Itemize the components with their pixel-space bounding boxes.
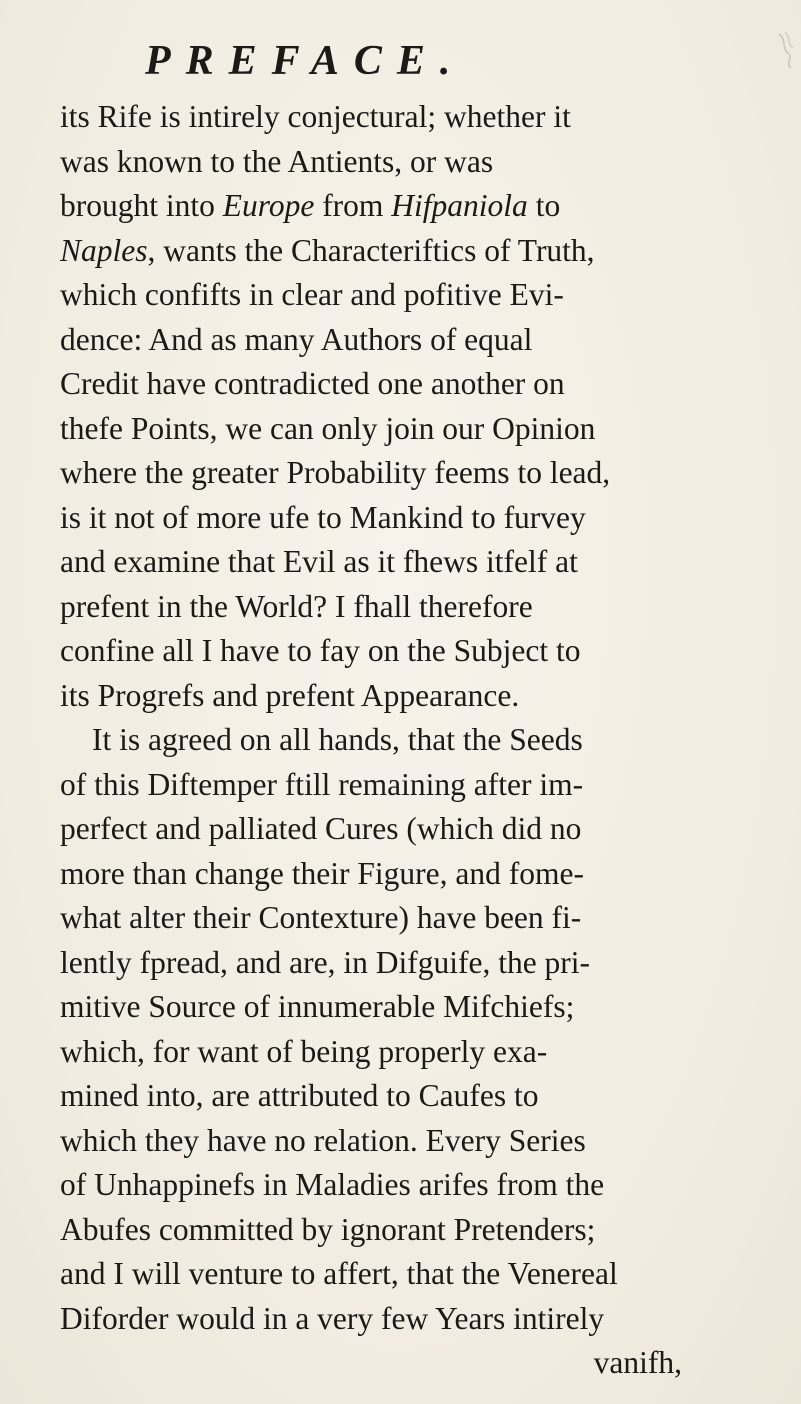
italic-word: Hifpaniola [391, 188, 528, 223]
text-segment: from [314, 188, 392, 223]
text-line [60, 896, 760, 941]
text-line [60, 1030, 760, 1075]
text-line [60, 852, 760, 897]
text-segment: Abufes committed by ignorant Pretenders; [60, 1211, 596, 1247]
italic-word: Naples [60, 232, 148, 268]
text-segment: , wants the Characteriftics of Truth, [147, 232, 595, 268]
text-line [60, 718, 760, 763]
italic-word: Europe [222, 188, 315, 223]
text-line [60, 318, 760, 363]
text-segment: perfect and palliated Cures (which did no [60, 811, 582, 846]
text-segment: lently fpread, and are, in Difguife, the pri- [60, 944, 591, 980]
text-line [60, 540, 760, 585]
text-line [60, 629, 760, 674]
text-line [60, 985, 760, 1030]
text-line [60, 273, 760, 318]
text-line [60, 1297, 760, 1342]
text-segment: which, for want of being properly exa- [60, 1033, 548, 1069]
text-segment: which they have no relation. Every Series [60, 1122, 586, 1158]
text-segment: to [527, 188, 561, 223]
page-edge-mark-icon [775, 30, 797, 70]
text-line [60, 496, 760, 541]
text-line [60, 407, 760, 452]
running-head: PREFACE. [145, 38, 466, 84]
text-segment: of Unhappinefs in Maladies arifes from the [60, 1167, 605, 1202]
text-line [60, 362, 760, 407]
text-segment: It is agreed on all hands, that the Seeds [92, 722, 583, 757]
text-line [60, 1163, 760, 1208]
text-segment: Diforder would in a very few Years intirely [60, 1300, 605, 1336]
text-line [60, 229, 760, 274]
text-line [60, 763, 760, 808]
text-line [60, 451, 760, 496]
text-line [60, 674, 760, 719]
text-line [60, 1074, 760, 1119]
text-segment: what alter their Contexture) have been fi- [60, 900, 582, 935]
text-segment: thefe Points, we can only join our Opinion [60, 410, 596, 446]
text-line [60, 184, 760, 229]
text-line [60, 1119, 760, 1164]
text-segment: more than change their Figure, and fome- [60, 855, 584, 891]
text-segment: confine all I have to fay on the Subject to [60, 633, 581, 668]
text-segment: where the greater Probability feems to lead, [60, 455, 611, 490]
body-text [60, 95, 760, 1386]
text-segment: mined into, are attributed to Caufes to [60, 1078, 539, 1113]
text-line [60, 1341, 760, 1386]
text-segment: and examine that Evil as it fhews itfelf at [60, 544, 578, 579]
text-line [60, 941, 760, 986]
text-segment: of this Diftemper ftill remaining after im- [60, 766, 584, 802]
text-segment: vanifh, [593, 1345, 682, 1380]
text-segment: is it not of more ufe to Mankind to furvey [60, 499, 586, 535]
text-segment: brought into [60, 188, 223, 223]
text-line [60, 585, 760, 630]
text-segment: mitive Source of innumerable Mifchiefs; [60, 989, 575, 1024]
text-line [60, 1252, 760, 1297]
text-segment: Credit have contradicted one another on [60, 366, 565, 401]
text-segment: which confifts in clear and pofitive Evi- [60, 277, 564, 312]
text-segment: its Rife is intirely conjectural; whether it [60, 99, 571, 134]
text-segment: dence: And as many Authors of equal [60, 321, 533, 357]
text-line [60, 95, 760, 140]
text-segment: prefent in the World? I fhall therefore [60, 588, 533, 624]
text-line [60, 807, 760, 852]
text-segment: and I will venture to affert, that the Venereal [60, 1256, 618, 1291]
text-segment: its Progrefs and prefent Appearance. [60, 677, 520, 713]
text-line [60, 1208, 760, 1253]
text-segment: was known to the Antients, or was [60, 143, 494, 179]
text-line [60, 140, 760, 185]
